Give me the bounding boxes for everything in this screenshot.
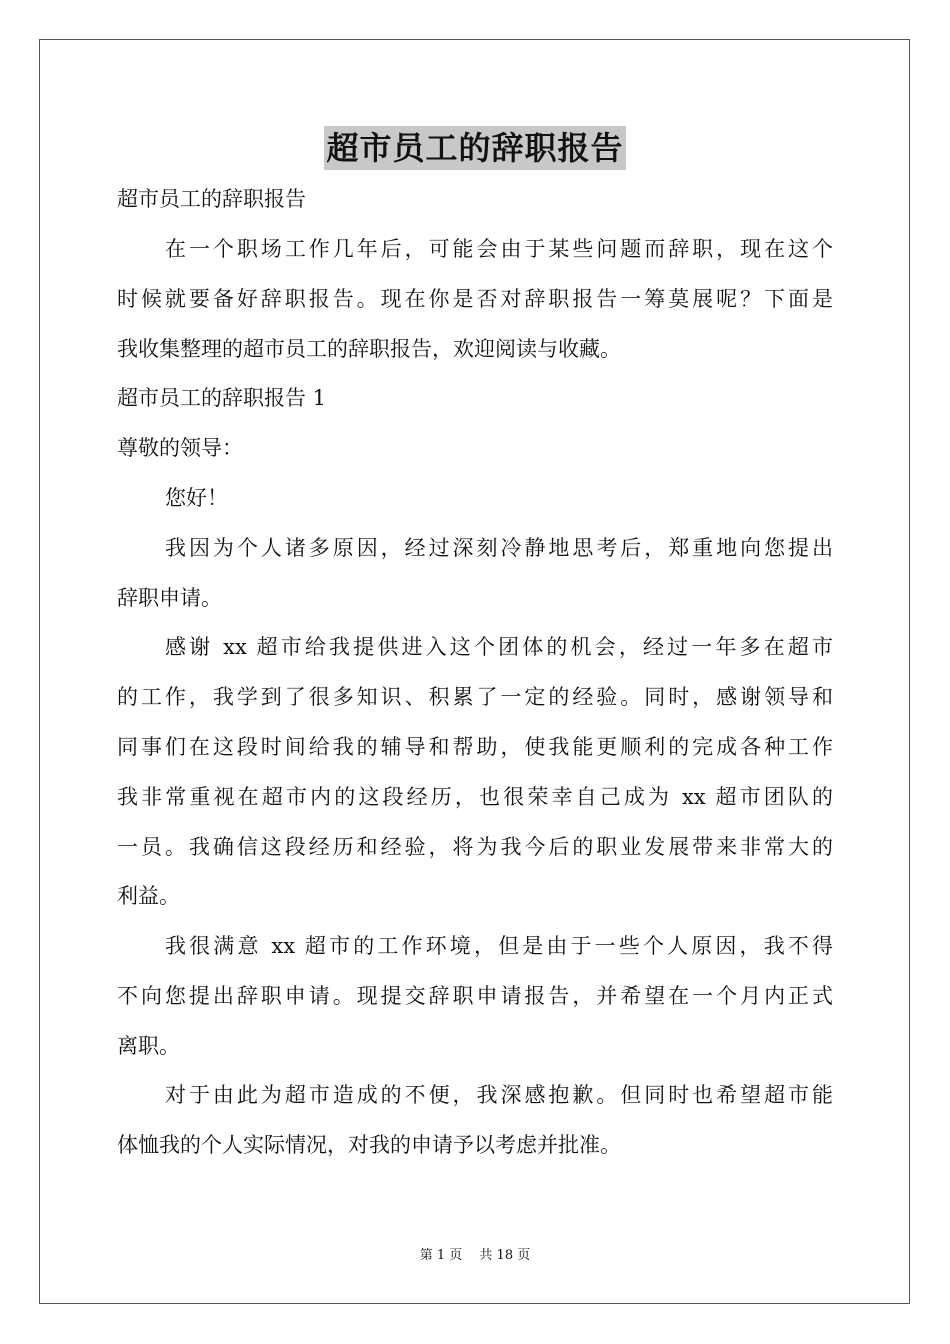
paragraph-3-line-3: 离职。 xyxy=(117,1034,180,1058)
paragraph-2-line-1: 感谢 xx 超市给我提供进入这个团体的机会，经过一年多在超市 xyxy=(165,635,833,659)
paragraph-1-line-2: 辞职申请。 xyxy=(117,586,222,610)
salutation: 尊敬的领导： xyxy=(117,436,243,460)
paragraph-2-line-3: 同事们在这段时间给我的辅导和帮助，使我能更顺利的完成各种工作 xyxy=(117,735,833,759)
paragraph-3-line-2: 不向您提出辞职申请。现提交辞职申请报告，并希望在一个月内正式 xyxy=(117,984,833,1008)
paragraph-1-line-1: 我因为个人诸多原因，经过深刻冷静地思考后，郑重地向您提出 xyxy=(165,536,833,560)
greeting: 您好！ xyxy=(165,486,228,510)
section-heading: 超市员工的辞职报告 1 xyxy=(117,386,327,410)
document-title: 超市员工的辞职报告 xyxy=(324,126,625,170)
paragraph-4-line-2: 体恤我的个人实际情况，对我的申请予以考虑并批准。 xyxy=(117,1133,621,1157)
intro-line-3: 我收集整理的超市员工的辞职报告，欢迎阅读与收藏。 xyxy=(117,337,621,361)
paragraph-2-line-4: 我非常重视在超市内的这段经历，也很荣幸自己成为 xx 超市团队的 xyxy=(117,785,833,809)
intro-line-2: 时候就要备好辞职报告。现在你是否对辞职报告一筹莫展呢？下面是 xyxy=(117,287,833,311)
page-footer: 第 1 页 共 18 页 xyxy=(419,1248,531,1263)
paragraph-2-line-6: 利益。 xyxy=(117,884,180,908)
intro-line-1: 在一个职场工作几年后，可能会由于某些问题而辞职，现在这个 xyxy=(165,237,833,261)
document-title-container xyxy=(0,126,950,170)
page-border xyxy=(39,39,910,1304)
paragraph-4-line-1: 对于由此为超市造成的不便，我深感抱歉。但同时也希望超市能 xyxy=(165,1083,833,1107)
paragraph-2-line-2: 的工作，我学到了很多知识、积累了一定的经验。同时，感谢领导和 xyxy=(117,685,833,709)
subtitle-line: 超市员工的辞职报告 xyxy=(117,187,306,211)
paragraph-2-line-5: 一员。我确信这段经历和经验，将为我今后的职业发展带来非常大的 xyxy=(117,835,833,859)
paragraph-3-line-1: 我很满意 xx 超市的工作环境，但是由于一些个人原因，我不得 xyxy=(165,934,833,958)
